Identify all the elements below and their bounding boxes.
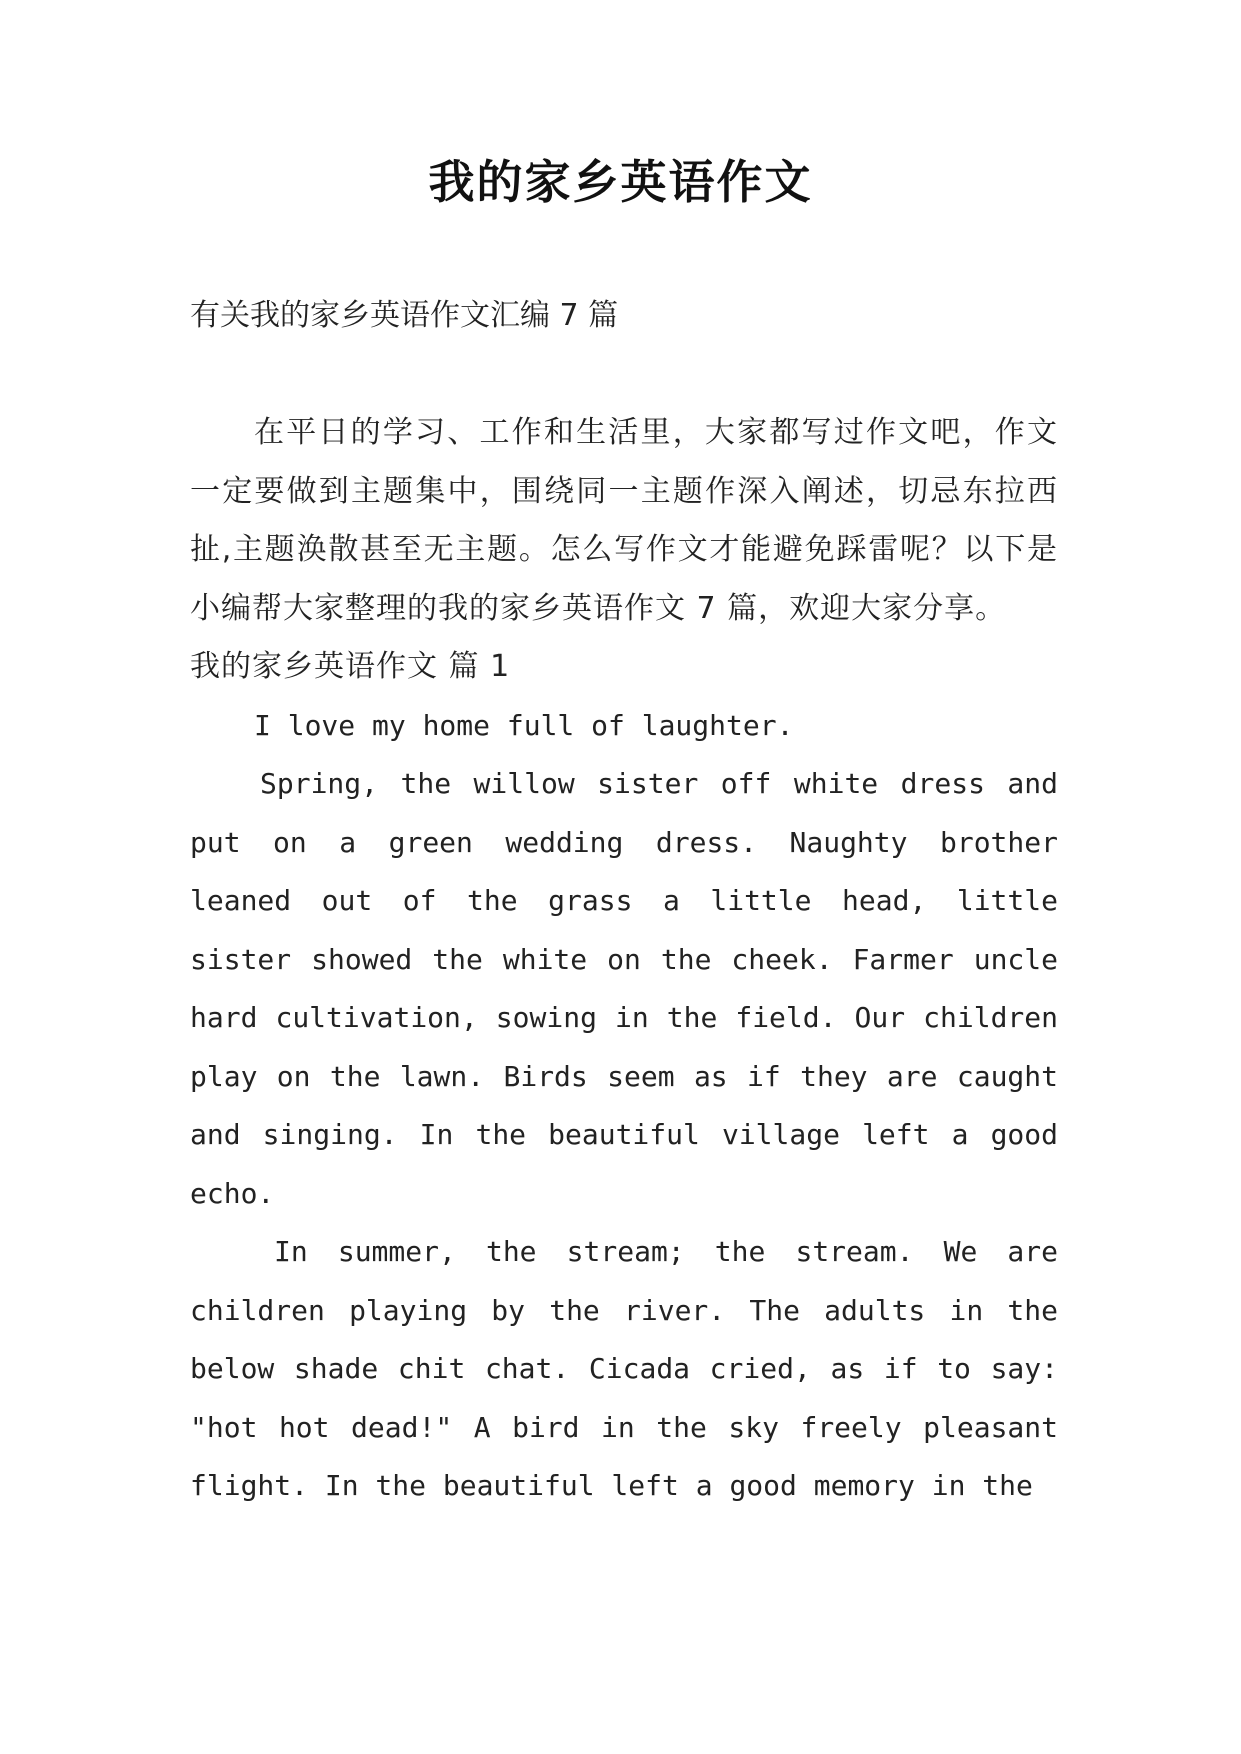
document-title: 我的家乡英语作文 [428, 155, 813, 209]
document-body [190, 404, 1058, 1516]
intro-paragraph: 在平日的学习、工作和生活里，大家都写过作文吧，作文一定要做到主题集中，围绕同一主题作深入阐述，切忌东拉西扯,主题涣散甚至无主题。怎么写作文才能避免踩雷呢？以下是小编帮大家整理的我的家乡英语作文 7 篇，欢迎大家分享。 [190, 415, 1058, 626]
essay-paragraph: In summer, the stream; the stream. We are children playing by the river. The adults in the below shade chit chat. Cicada cried, as if to say: "hot hot dead!" A bird in the sky freely pleasant flight. In the beautiful left a good memory in the [190, 1235, 1058, 1502]
essay-paragraph: I love my home full of laughter. [254, 708, 794, 742]
essay-paragraph: Spring, the willow sister off white dress and put on a green wedding dress. Naughty brother leaned out of the grass a little head, little sister showed the white on the cheek. Farmer uncle hard cultivation, sowing in the field. Our children play on the lawn. Birds seem as if they are caught and singing. In the beautiful village left a good echo. [190, 767, 1058, 1210]
document-subtitle: 有关我的家乡英语作文汇编 7 篇 [190, 298, 619, 333]
section-heading: 我的家乡英语作文 篇 1 [190, 649, 511, 684]
